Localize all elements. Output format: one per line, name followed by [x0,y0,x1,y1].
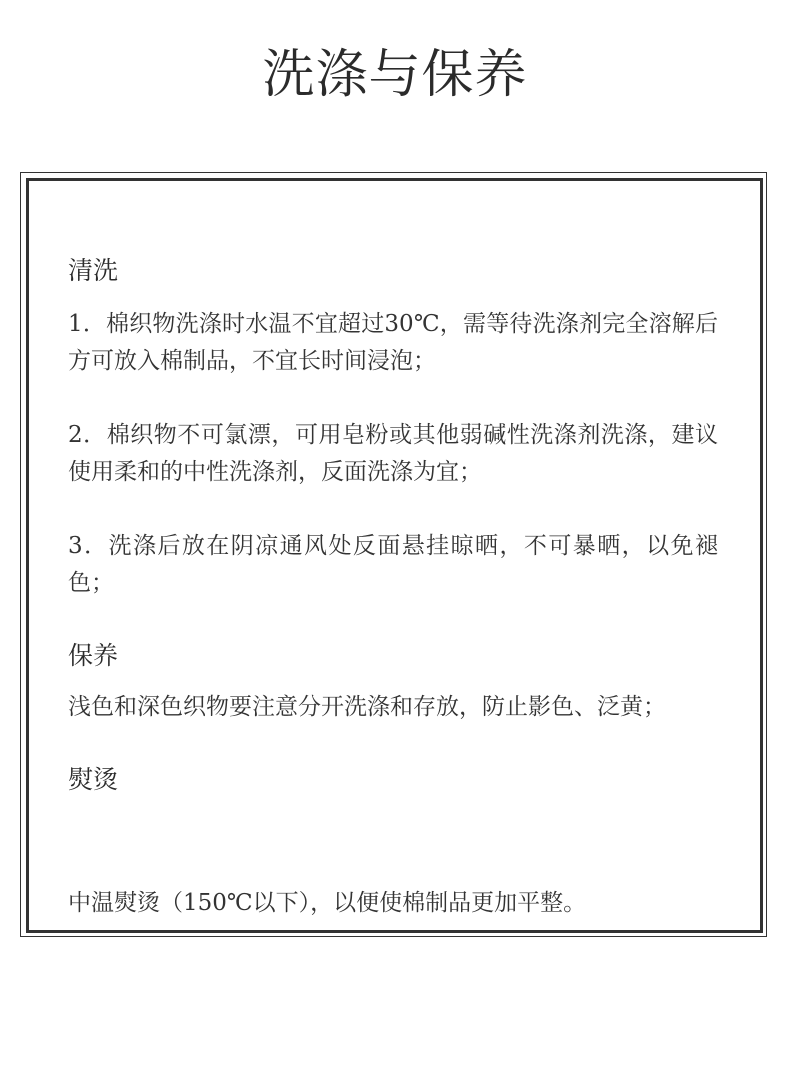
washing-item-2: 2．棉织物不可氯漂，可用皂粉或其他弱碱性洗涤剂洗涤，建议使用柔和的中性洗涤剂，反面洗涤为宜； [68,422,718,485]
washing-heading: 清洗 [68,256,119,285]
ironing-heading: 熨烫 [68,765,119,794]
washing-item-3: 3．洗涤后放在阴凉通风处反面悬挂晾晒，不可暴晒，以免褪色； [68,533,718,596]
washing-item-1: 1．棉织物洗涤时水温不宜超过30℃，需等待洗涤剂完全溶解后方可放入棉制品，不宜长时间浸泡； [68,311,718,374]
care-heading: 保养 [68,641,119,670]
page-title: 洗涤与保养 [262,45,528,105]
ironing-text: 中温熨烫（150℃以下），以便使棉制品更加平整。 [68,890,587,916]
care-text: 浅色和深色织物要注意分开洗涤和存放，防止影色、泛黄； [68,694,666,720]
